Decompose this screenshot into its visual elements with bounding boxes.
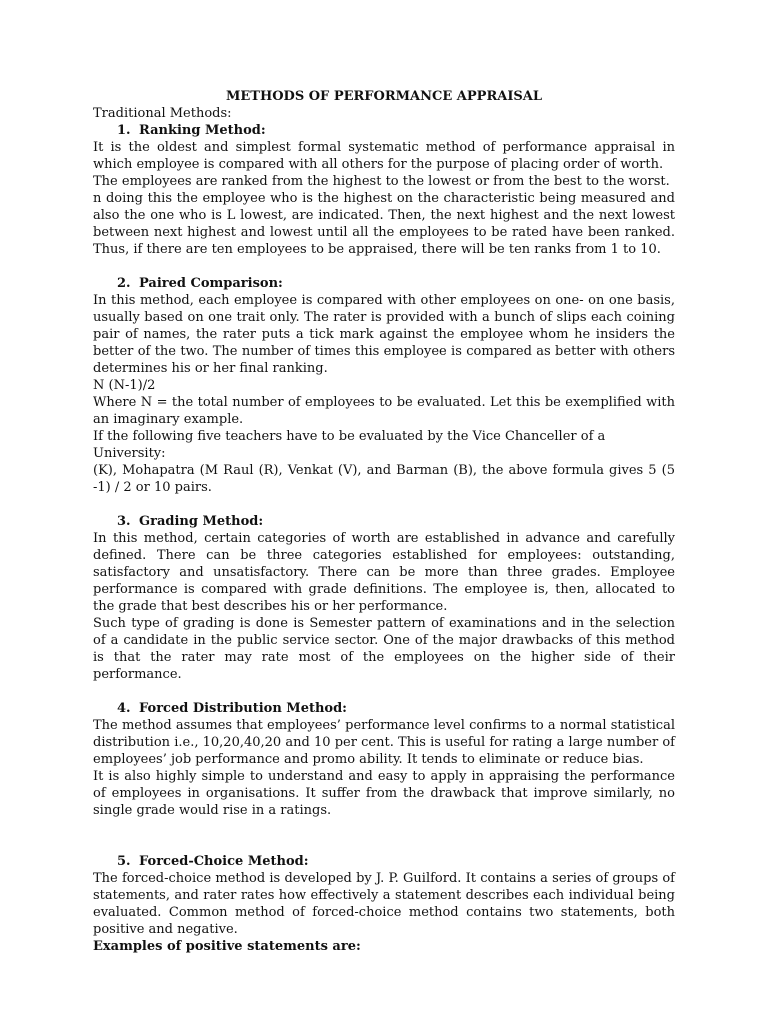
examples-heading: Examples of positive statements are: — [93, 939, 361, 954]
page-title: METHODS OF PERFORMANCE APPRAISAL — [225, 89, 543, 104]
paragraph: (K), Mohapatra (M Raul (R), Venkat (V), and Barman (B), the above formula gives 5 (5 -1) / 2 or 10 pairs. — [93, 463, 675, 495]
paragraph: In this method, certain categories of worth are established in advance and carefully defined. There can be three categories established for employees: outstanding, satisfactory and unsatisfactory. There can be more than three grades. Employee performance is compared with grade definitions. The employee is, then, allocated to the grade that best describes his or her performance. — [93, 531, 675, 614]
spacer — [93, 819, 675, 836]
paragraph: Where N = the total number of employees to be evaluated. Let this be exemplified with an imaginary example. — [93, 395, 675, 427]
paragraph: The forced-choice method is developed by J. P. Guilford. It contains a series of groups of statements, and rater rates how effectively a statement describes each individual being evaluated. Common method of forced-choice method contains two statements, both positive and negative. — [93, 871, 675, 937]
section-heading-forced-choice: 5. Forced-Choice Method: — [117, 854, 309, 869]
paragraph: In this method, each employee is compared with other employees on one- on one basis, usually based on one trait only. The rater is provided with a bunch of slips each coining pair of names, the rater puts a tick mark against the employee whom he insiders the better of the two. The number of times this employee is compared as better with others determines his or her final ranking. — [93, 293, 675, 376]
spacer — [93, 836, 675, 853]
spacer — [93, 258, 675, 275]
paragraph: It is also highly simple to understand and easy to apply in appraising the performance of employees in organisations. It suffer from the drawback that improve similarly, no single grade would rise in a ratings. — [93, 769, 675, 818]
paragraph: If the following five teachers have to be evaluated by the Vice Chanceller of a University: — [93, 429, 606, 461]
spacer — [93, 496, 675, 513]
paragraph: Such type of grading is done is Semester pattern of examinations and in the selection of a candidate in the public service sector. One of the major drawbacks of this method is that the rater may rate most of the employees on the higher side of their performance. — [93, 616, 675, 682]
section-heading-paired-comparison: 2. Paired Comparison: — [117, 276, 283, 291]
intro-text: Traditional Methods: — [93, 106, 232, 121]
spacer — [93, 683, 675, 700]
section-heading-ranking: 1. Ranking Method: — [117, 123, 266, 138]
paragraph: n doing this the employee who is the highest on the characteristic being measured and also the one who is L lowest, are indicated. Then, the next highest and the next lowest between next highest and lowest until all the employees to be rated have been ranked. Thus, if there are ten employees to be appraised, there will be ten ranks from 1 to 10. — [93, 191, 675, 257]
document-body — [93, 88, 675, 955]
section-heading-grading: 3. Grading Method: — [117, 514, 264, 529]
section-heading-forced-distribution: 4. Forced Distribution Method: — [117, 701, 347, 716]
paragraph: It is the oldest and simplest formal systematic method of performance appraisal in which employee is compared with all others for the purpose of placing order of worth. — [93, 140, 675, 172]
paragraph: The employees are ranked from the highest to the lowest or from the best to the worst. — [93, 174, 670, 189]
formula: N (N-1)/2 — [93, 378, 156, 393]
paragraph: The method assumes that employees’ performance level confirms to a normal statistical distribution i.e., 10,20,40,20 and 10 per cent. This is useful for rating a large number of employees’ job performance and promo ability. It tends to eliminate or reduce bias. — [93, 718, 675, 767]
